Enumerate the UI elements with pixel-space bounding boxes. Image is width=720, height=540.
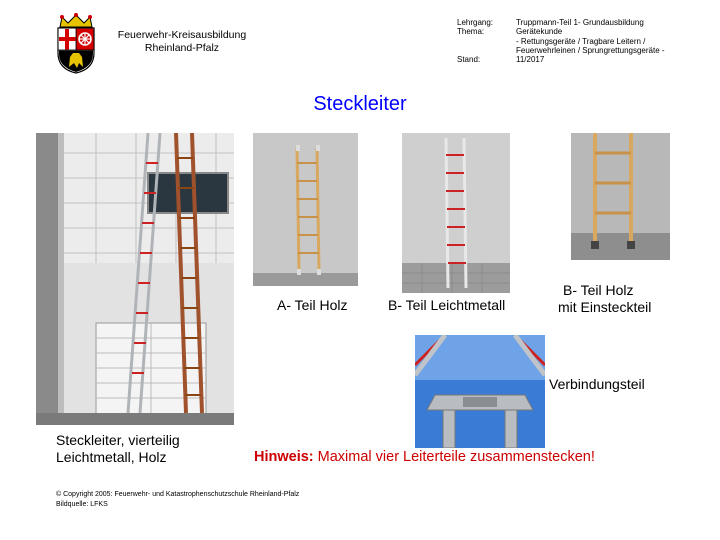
photo-a-teil-holz [253,133,358,286]
hint-note [254,449,595,465]
footer-image-source: Bildquelle: LFKS [56,501,108,508]
hint-text: Maximal vier Leiterteile zusammenstecken! [313,449,595,465]
footer-copyright: © Copyright 2005: Feuerwehr- und Katastrophenschutzschule Rheinland-Pfalz [56,491,300,498]
thema-value-1: Gerätekunde [516,27,563,37]
caption-main-photo [56,432,180,466]
photo-verbindungsteil [415,335,545,448]
slide-title: Steckleiter [313,93,407,115]
organisation-line-1: Feuerwehr-Kreisausbildung [117,29,247,41]
lehrgang-value: Truppmann-Teil 1- Grundausbildung [516,18,644,27]
caption-b-teil-holz-line-2: mit Einsteckteil [558,299,652,315]
photo-steckleiter-building [36,133,234,425]
photo-b-teil-leichtmetall [402,133,510,293]
thema-value-2: - Rettungsgeräte / Tragbare Leitern / [516,36,646,46]
stand-label: Stand: [457,55,481,65]
organisation-name [112,29,252,55]
thema-label: Thema: [457,27,485,37]
caption-b-teil-holz [558,282,651,316]
organisation-line-2: Rheinland-Pfalz [144,42,220,54]
photo-b-teil-holz [571,133,670,260]
lehrgang-label: Lehrgang: [457,18,494,27]
caption-main-line-1: Steckleiter, vierteilig [56,432,180,448]
stand-value: 11/2017 [516,55,545,65]
hint-label: Hinweis: [254,449,314,465]
footer [56,490,299,510]
thema-value-3: Feuerwehrleinen / Sprungrettungsgeräte - [516,45,665,55]
caption-b-teil-holz-line-1: B- Teil Holz [563,282,634,298]
course-meta [457,18,665,64]
caption-a-teil-holz: A- Teil Holz [277,297,348,313]
caption-b-teil-leichtmetall: B- Teil Leichtmetall [388,297,506,313]
caption-verbindungsteil: Verbindungsteil [549,376,645,392]
caption-main-line-2: Leichtmetall, Holz [56,449,167,465]
coat-of-arms-logo [52,13,100,75]
